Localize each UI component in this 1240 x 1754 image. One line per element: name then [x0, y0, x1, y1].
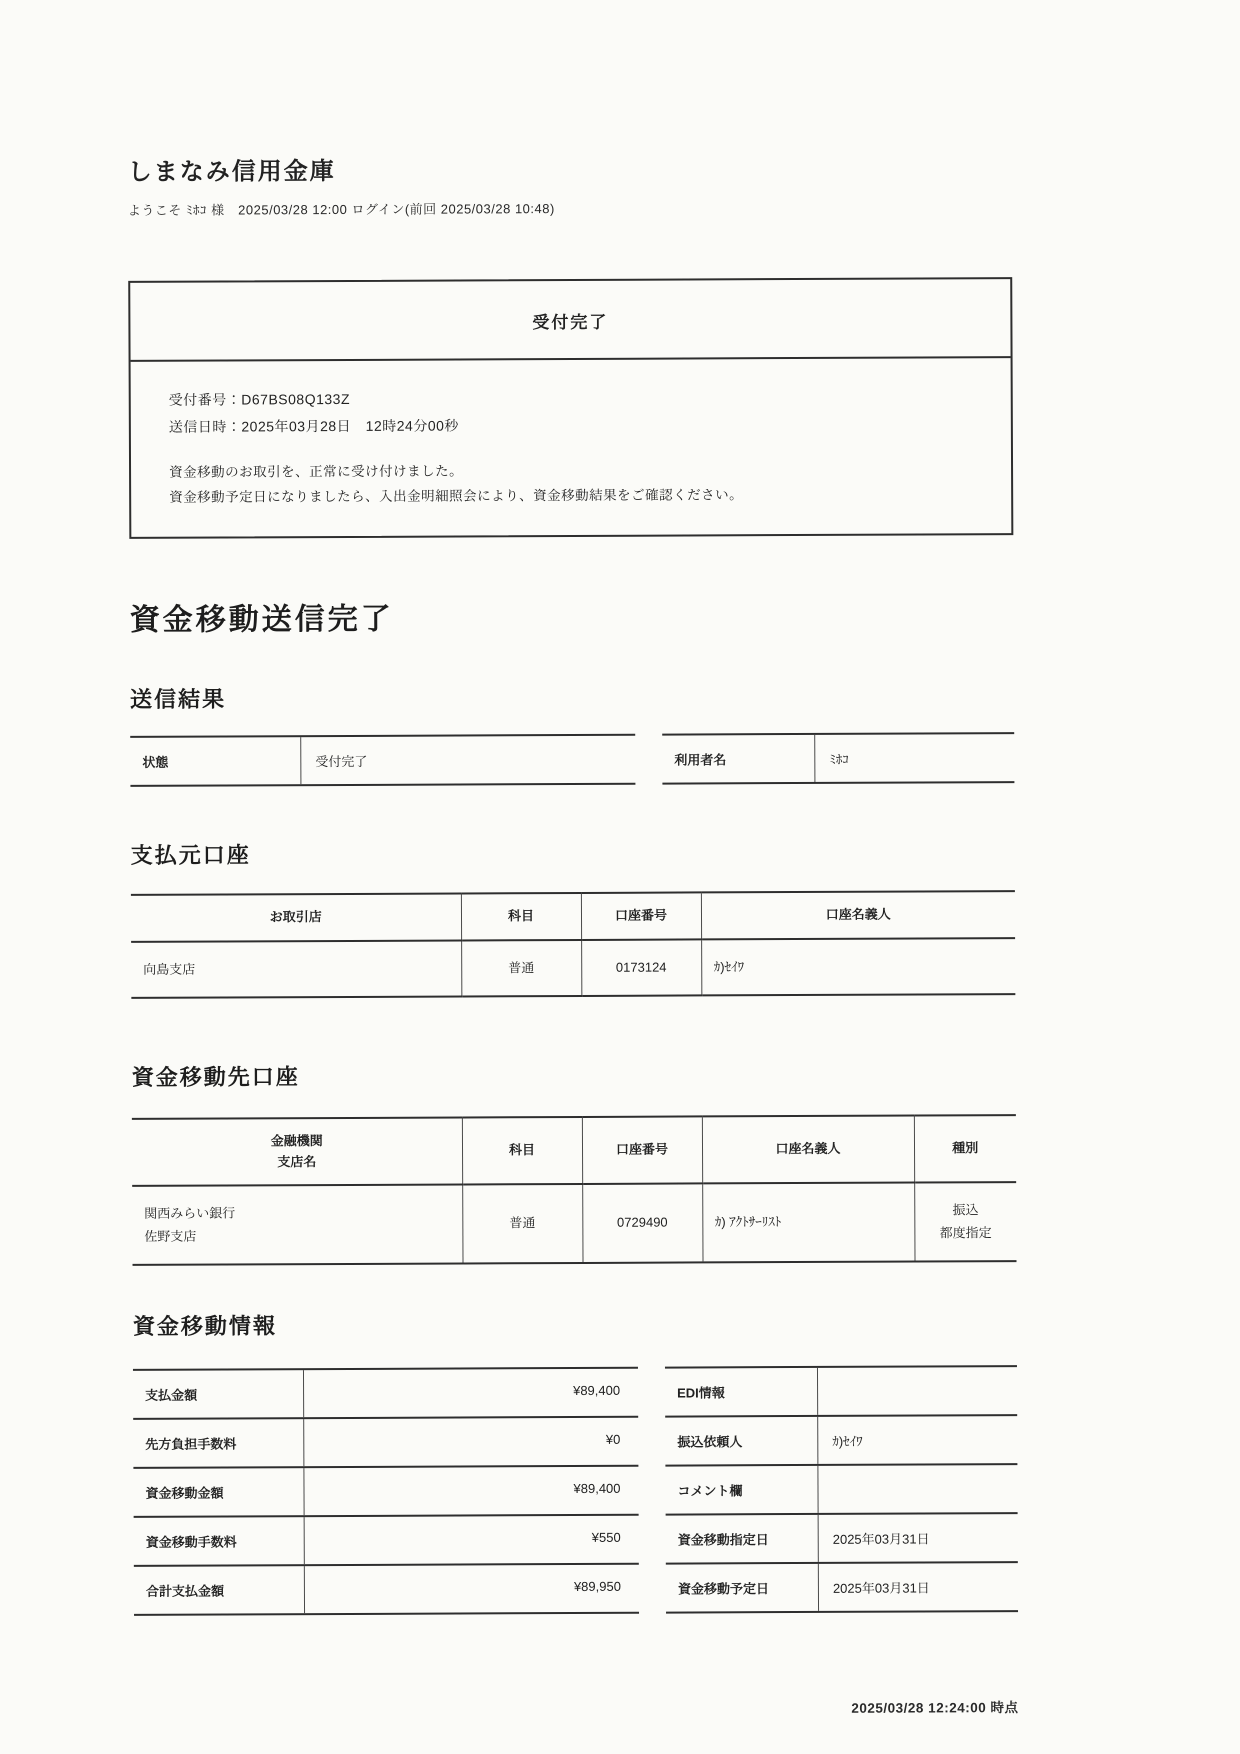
scheduled-date-value: 2025年03月31日	[818, 1563, 1018, 1611]
user-table	[662, 732, 1014, 785]
welcome-login-text: ようこそ ﾐﾎｺ 様 2025/03/28 12:00 ログイン(前回 2025/03/28 10:48)	[127, 201, 555, 218]
destination-kind-line2: 都度指定	[939, 1224, 992, 1240]
transfer-amounts-table	[133, 1366, 639, 1615]
destination-account-type: 普通	[462, 1184, 582, 1263]
payment-amount-label: 支払金額	[145, 1387, 198, 1403]
transfer-amount-value: ¥89,400	[303, 1466, 638, 1514]
total-payment-value: ¥89,950	[304, 1564, 639, 1612]
table-row	[666, 1512, 1018, 1563]
status-value: 受付完了	[300, 736, 635, 784]
edi-info-label: EDI情報	[677, 1384, 725, 1401]
designated-date-label: 資金移動指定日	[677, 1531, 769, 1548]
remitter-value: ｶ)ｾｲﾜ	[817, 1416, 1017, 1464]
destination-holder: ｶ) ｱｸﾄｻｰﾘｽﾄ	[702, 1183, 914, 1262]
receipt-number: 受付番号：D67BS08Q133Z	[168, 390, 351, 408]
table-header-row	[131, 891, 1015, 942]
table-row	[133, 1368, 638, 1417]
receipt-message-line1: 資金移動のお取引を、正常に受け付けました。	[169, 463, 464, 480]
col-header-account-type: 科目	[462, 1117, 582, 1185]
table-row	[134, 1513, 639, 1564]
table-row	[131, 938, 1015, 998]
user-name-label: 利用者名	[674, 752, 727, 768]
col-header-institution	[132, 1117, 462, 1186]
section-heading-source-account: 支払元口座	[130, 842, 251, 868]
destination-branch: 佐野支店	[144, 1228, 197, 1244]
section-heading-destination-account: 資金移動先口座	[131, 1064, 300, 1090]
col-header-institution-line1: 金融機関	[270, 1132, 323, 1149]
payment-amount-value: ¥89,400	[303, 1368, 638, 1416]
col-header-account-type: 科目	[461, 893, 581, 940]
bank-name: しまなみ信用金庫	[127, 158, 336, 186]
source-account-table	[131, 890, 1015, 999]
recipient-fee-value: ¥0	[303, 1417, 638, 1465]
table-row	[130, 736, 635, 785]
table-row	[666, 1561, 1018, 1612]
table-header-row	[132, 1115, 1016, 1186]
comment-label: コメント欄	[677, 1482, 743, 1499]
source-branch: 向島支店	[131, 940, 461, 998]
col-header-branch: お取引店	[131, 893, 461, 941]
designated-date-value: 2025年03月31日	[818, 1514, 1018, 1562]
transfer-fee-value: ¥550	[304, 1515, 639, 1563]
status-table	[130, 734, 635, 787]
scheduled-date-label: 資金移動予定日	[677, 1580, 769, 1597]
table-row	[133, 1415, 638, 1466]
receipt-box-title: 受付完了	[130, 279, 1010, 362]
table-row	[665, 1414, 1017, 1465]
source-account-number: 0173124	[581, 939, 701, 996]
total-payment-label: 合計支払金額	[145, 1583, 224, 1599]
page-title: 資金移動送信完了	[129, 602, 394, 637]
destination-account-number: 0729490	[582, 1184, 702, 1263]
result-tables	[130, 732, 1014, 787]
col-header-account-number: 口座番号	[581, 892, 701, 939]
col-header-holder: 口座名義人	[701, 891, 1015, 939]
source-holder: ｶ)ｾｲﾜ	[701, 938, 1015, 995]
status-label: 状態	[142, 754, 169, 770]
recipient-fee-label: 先方負担手数料	[145, 1436, 237, 1452]
destination-kind-line1: 振込	[952, 1202, 979, 1218]
col-header-institution-line2: 支店名	[277, 1153, 317, 1169]
section-heading-transfer-info: 資金移動情報	[132, 1312, 277, 1339]
destination-kind	[914, 1182, 1016, 1261]
source-account-type: 普通	[461, 940, 581, 997]
destination-bank: 関西みらい銀行	[144, 1205, 236, 1222]
edi-info-value	[817, 1367, 1017, 1415]
col-header-kind: 種別	[914, 1115, 1016, 1183]
receipt-message-line2: 資金移動予定日になりましたら、入出金明細照会により、資金移動結果をご確認ください。	[169, 487, 744, 505]
user-name-value: ﾐﾎｺ	[814, 734, 1014, 782]
sent-datetime: 送信日時：2025年03月28日 12時24分00秒	[168, 417, 459, 435]
table-row	[665, 1463, 1017, 1514]
table-row	[665, 1367, 1017, 1416]
transfer-details-table	[665, 1365, 1018, 1614]
footer-timestamp: 2025/03/28 12:24:00 時点	[851, 1699, 1019, 1716]
page-content	[127, 0, 1018, 1720]
remitter-label: 振込依頼人	[677, 1433, 743, 1450]
section-heading-result: 送信結果	[129, 686, 227, 712]
transfer-amount-label: 資金移動金額	[145, 1485, 224, 1501]
table-row	[133, 1464, 638, 1515]
col-header-holder: 口座名義人	[702, 1115, 914, 1184]
receipt-box-body	[131, 358, 1012, 537]
table-row	[662, 734, 1014, 783]
destination-account-table	[132, 1114, 1017, 1266]
comment-value	[817, 1465, 1017, 1513]
receipt-complete-box	[128, 277, 1013, 539]
table-row	[132, 1182, 1016, 1264]
table-row	[134, 1562, 639, 1613]
receipt-message	[169, 457, 973, 510]
col-header-account-number: 口座番号	[582, 1116, 702, 1184]
transfer-info-tables	[133, 1365, 1018, 1616]
destination-institution	[132, 1185, 462, 1265]
transfer-fee-label: 資金移動手数料	[145, 1534, 237, 1550]
